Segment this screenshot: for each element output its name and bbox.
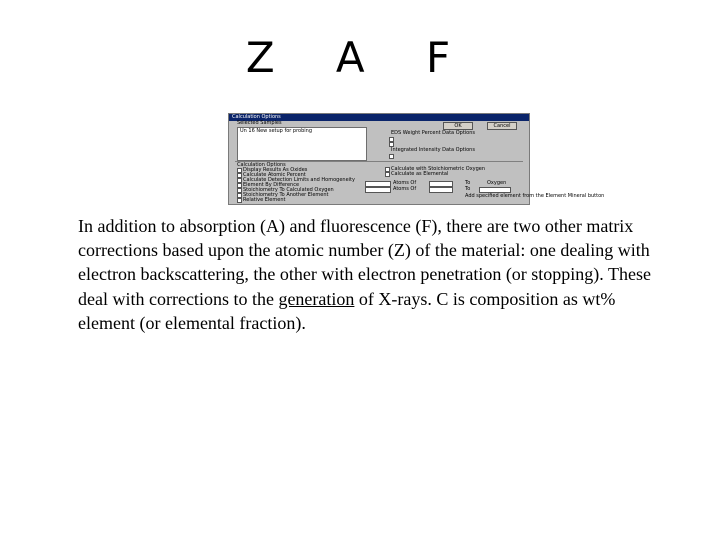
selected-samples-list[interactable] [237,127,367,161]
to-label: To [465,180,471,186]
dialog-title: Calculation Options [229,114,529,121]
add-element-label: Add specified element from the Element Mineral button [465,193,605,199]
calculation-options-label: Calculation Options [237,162,286,168]
option-label: Stoichiometry To Another Element [243,192,329,198]
stoich-oxygen-label: Calculate with Stoichiometric Oxygen [391,166,486,172]
option-label: Relative Element [243,197,286,203]
atoms-of-label: Atoms Of [393,180,417,186]
selected-samples-label: Selected Samples [237,120,282,126]
slide-title: Z A F [245,33,475,82]
eds-options-label: EDS Weight Percent Data Options [391,130,476,136]
option-label: Display Results As Oxides [243,167,308,173]
atoms-of-label: Atoms Of [393,186,417,192]
underlined-word: generation [278,288,355,309]
oxygen-label: Oxygen [487,180,507,186]
to-label: To [465,186,471,192]
calculation-options-dialog [228,113,605,205]
elemental-label: Calculate as Elemental [391,171,449,177]
body-paragraph [78,214,668,335]
body-text: In addition to absorption (A) and fluorescence (F), there are two other matrix corrections based upon the atomic number (Z) of the material: one dealing with electron backscattering, the other with electron penetration (or stopping). These deal with corrections to the [78,216,651,309]
list-item[interactable]: Un 16 New setup for probing [240,128,312,134]
option-checkbox[interactable] [237,198,242,203]
integrated-options-label: Integrated Intensity Data Options [391,147,475,153]
stoich-element-field[interactable] [365,187,391,193]
option-label: Calculate Detection Limits and Homogeneity [243,177,355,183]
body-text-end: of X-rays. C is composition as wt% element (or elemental fraction). [78,288,616,333]
cancel-button[interactable]: Cancel [487,122,517,130]
integrated-radio[interactable] [389,154,394,159]
option-label: Element By Difference [243,182,300,188]
option-label: Stoichiometry To Calculated Oxygen [243,187,334,193]
option-label: Calculate Atomic Percent [243,172,306,178]
atoms-of-field[interactable] [429,187,453,193]
ok-button[interactable]: OK [443,122,473,130]
elemental-radio[interactable] [385,172,390,177]
